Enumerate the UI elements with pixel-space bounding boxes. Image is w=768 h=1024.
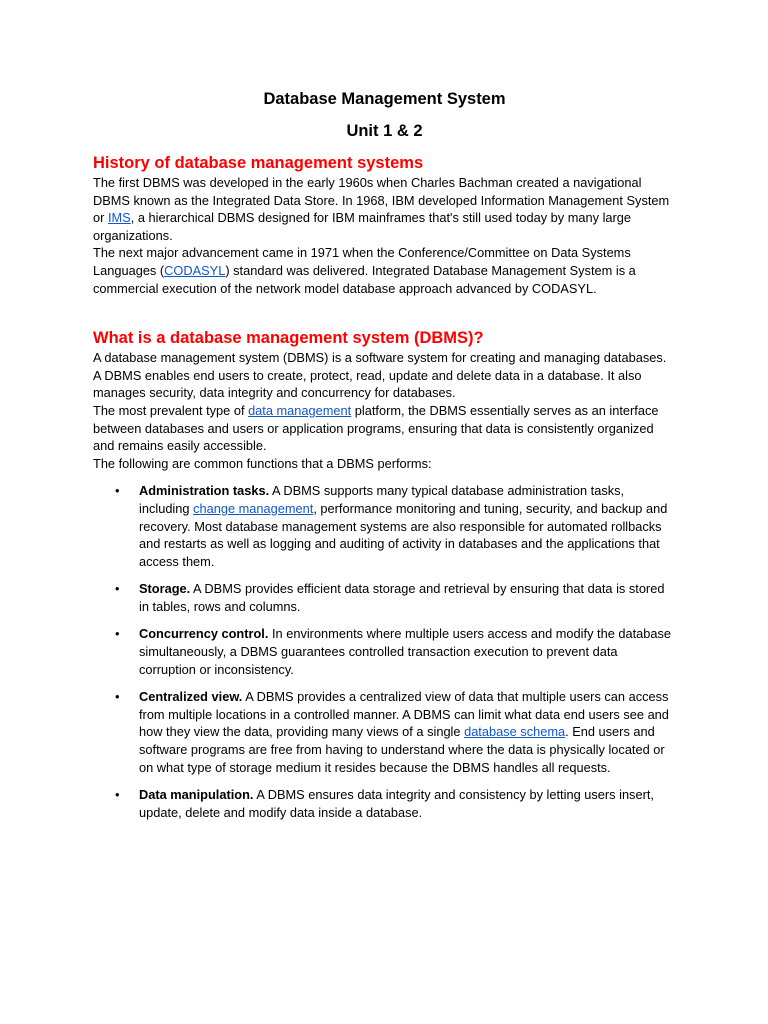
list-item	[93, 786, 676, 821]
document-title: Database Management System	[263, 90, 506, 108]
function-text: A DBMS ensures data integrity and consistency by letting users insert, update, delete and modify data inside a database.	[139, 787, 654, 820]
bullet-icon: •	[115, 626, 120, 642]
document-subtitle: Unit 1 & 2	[346, 122, 423, 140]
dbms-heading: What is a database management system (DBMS)?	[93, 329, 484, 348]
history-paragraph-1	[93, 174, 676, 244]
history-p2-text-after: ) standard was delivered. Integrated Database Management System is a commercial execution of the network model database approach advanced by CODASYL.	[93, 262, 636, 296]
bullet-icon: •	[115, 483, 120, 499]
dbms-functions-list	[93, 482, 676, 821]
database-schema-link[interactable]: database schema	[464, 724, 566, 740]
list-item	[93, 482, 676, 570]
data-management-link[interactable]: data management	[248, 402, 352, 418]
history-heading: History of database management systems	[93, 154, 424, 172]
function-text-before: A DBMS supports many typical database administration tasks, including	[139, 483, 625, 516]
function-term: Concurrency control.	[139, 626, 269, 642]
dbms-paragraph-3: The following are common functions that a DBMS performs:	[93, 455, 432, 471]
history-paragraph-2	[93, 244, 676, 297]
function-term: Data manipulation.	[139, 787, 254, 803]
bullet-icon: •	[115, 689, 120, 705]
function-term: Centralized view.	[139, 689, 243, 705]
history-p1-text-after: , a hierarchical DBMS designed for IBM mainframes that's still used today by many large organizations.	[93, 210, 632, 243]
function-text-before: A DBMS provides a centralized view of data that multiple users can access from multiple locations in a controlled manner. A DBMS can limit what data end users see and how they view the data, providing many views of a single	[139, 689, 669, 740]
history-p1-text-before: The first DBMS was developed in the early 1960s when Charles Bachman created a navigational DBMS known as the Integrated Data Store. In 1968, IBM developed Information Management System or	[93, 175, 670, 226]
dbms-paragraph-1: A database management system (DBMS) is a software system for creating and managing databases. A DBMS enables end users to create, protect, read, update and delete data in a database. It also manages security, data integrity and concurrency for databases.	[93, 350, 667, 401]
dbms-p2-text-before: The most prevalent type of	[93, 402, 249, 418]
function-text: In environments where multiple users access and modify the database simultaneously, a DBMS guarantees controlled transaction execution to prevent data corruption or inconsistency.	[139, 626, 672, 677]
ims-link[interactable]: IMS	[107, 210, 131, 226]
bullet-icon: •	[115, 787, 120, 803]
list-item	[93, 688, 676, 776]
list-item	[93, 625, 676, 678]
function-term: Administration tasks.	[139, 483, 270, 499]
change-management-link[interactable]: change management	[193, 500, 314, 516]
dbms-paragraph-2	[93, 402, 676, 455]
codasyl-link[interactable]: CODASYL	[164, 262, 226, 278]
function-text: A DBMS provides efficient data storage and retrieval by ensuring that data is stored in tables, rows and columns.	[139, 581, 665, 614]
function-text-after: . End users and software programs are free from having to understand where the data is physically located or on what type of storage medium it resides because the DBMS handles all requests.	[139, 724, 665, 775]
history-p2-text-before: The next major advancement came in 1971 when the Conference/Committee on Data Systems Languages (	[93, 245, 631, 278]
function-term: Storage.	[139, 581, 191, 597]
function-text-after: , performance monitoring and tuning, security, and backup and recovery. Most database management systems are also responsible for automated rollbacks and restarts as well as logging and auditing of activity in databases and the applications that access them.	[139, 500, 668, 569]
dbms-p2-text-after: platform, the DBMS essentially serves as an interface between databases and users or application programs, ensuring that data is consistently organized and remains easily accessible.	[93, 402, 659, 454]
bullet-icon: •	[115, 581, 120, 597]
list-item	[93, 580, 676, 615]
